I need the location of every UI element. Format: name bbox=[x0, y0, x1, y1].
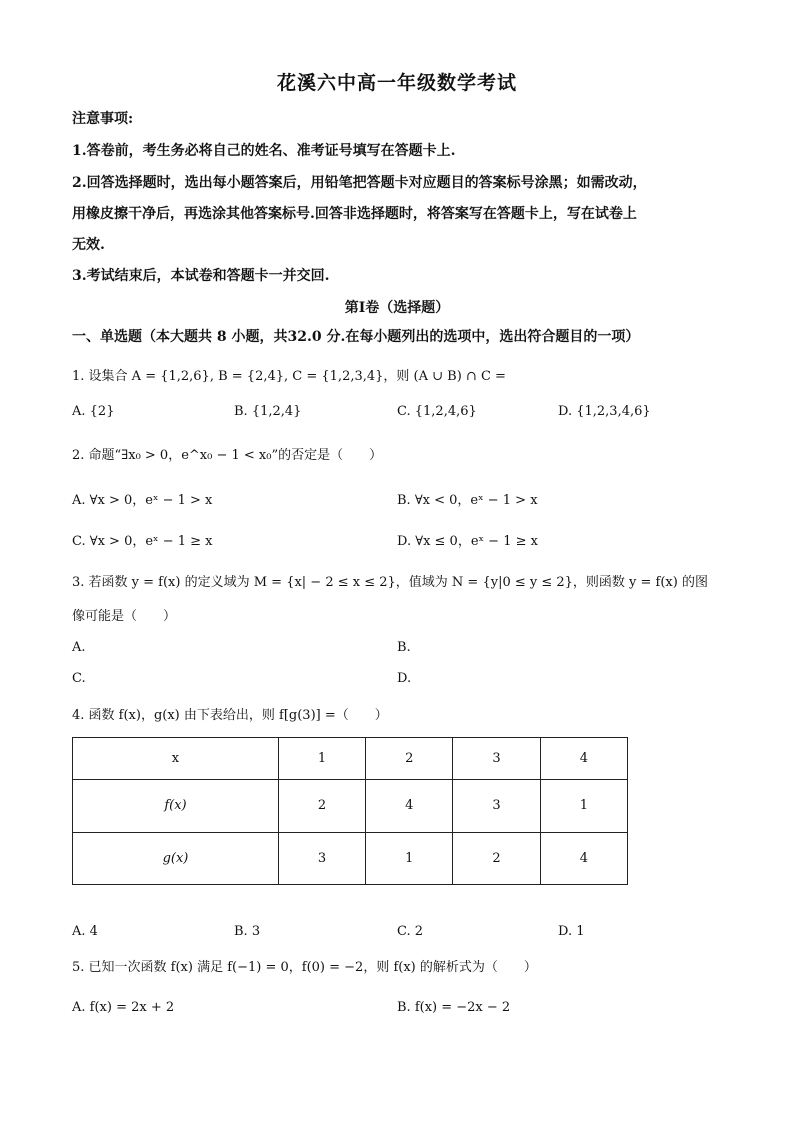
table-cell: 2 bbox=[366, 738, 453, 780]
section-heading: 一、单选题（本大题共 8 小题，共32.0 分.在每小题列出的选项中，选出符合题目的一项） bbox=[72, 329, 640, 345]
table-cell: 4 bbox=[540, 738, 627, 780]
question-5-stem: 5. 已知一次函数 f(x) 满足 f(−1) = 0，f(0) = −2，则 f(x) 的解析式为（ ） bbox=[72, 960, 537, 975]
question-5-option-b: B. f(x) = −2x − 2 bbox=[397, 1000, 511, 1015]
question-2-option-d: D. ∀x ≤ 0，eˣ − 1 ≥ x bbox=[397, 534, 538, 549]
table-cell: x bbox=[73, 738, 279, 780]
table-cell: 2 bbox=[278, 780, 365, 832]
question-2-option-b: B. ∀x < 0，eˣ − 1 > x bbox=[397, 493, 538, 508]
question-3-option-c: C. bbox=[72, 671, 86, 686]
table-cell: 1 bbox=[540, 780, 627, 832]
exam-title: 花溪六中高一年级数学考试 bbox=[276, 72, 517, 94]
table-cell: f(x) bbox=[73, 780, 279, 832]
table-header-row bbox=[73, 738, 628, 780]
note-item-3: 3.考试结束后，本试卷和答题卡一并交回. bbox=[72, 268, 330, 284]
question-1-option-b: B. {1,2,4} bbox=[234, 404, 302, 419]
table-cell: 3 bbox=[278, 832, 365, 884]
function-value-table bbox=[72, 737, 628, 885]
question-3-option-d: D. bbox=[397, 671, 412, 686]
question-2-option-c: C. ∀x > 0，eˣ − 1 ≥ x bbox=[72, 534, 213, 549]
question-5-option-a: A. f(x) = 2x + 2 bbox=[72, 1000, 175, 1015]
question-4-option-d: D. 1 bbox=[558, 924, 585, 939]
table-cell: g(x) bbox=[73, 832, 279, 884]
table-cell: 2 bbox=[453, 832, 540, 884]
notes-heading: 注意事项: bbox=[72, 111, 134, 127]
table-cell: 3 bbox=[453, 780, 540, 832]
question-4-option-b: B. 3 bbox=[234, 924, 261, 939]
question-4-option-a: A. 4 bbox=[72, 924, 98, 939]
note-item-2-line-3: 无效. bbox=[72, 237, 105, 253]
question-1-stem: 1. 设集合 A = {1,2,6}, B = {2,4}, C = {1,2,3,4}，则 (A ∪ B) ∩ C = bbox=[72, 369, 506, 384]
table-cell: 1 bbox=[366, 832, 453, 884]
note-item-2-line-1: 2.回答选择题时，选出每小题答案后，用铅笔把答题卡对应题目的答案标号涂黑；如需改动， bbox=[72, 175, 647, 191]
question-3-stem-line-2: 像可能是（ ） bbox=[72, 609, 177, 624]
question-1-option-c: C. {1,2,4,6} bbox=[397, 404, 477, 419]
question-2-stem: 2. 命题“∃x₀ > 0，e^x₀ − 1 < x₀”的否定是（ ） bbox=[72, 448, 383, 463]
table-cell: 4 bbox=[366, 780, 453, 832]
table-row-g bbox=[73, 832, 628, 884]
table-cell: 3 bbox=[453, 738, 540, 780]
question-4-stem: 4. 函数 f(x)，g(x) 由下表给出，则 f[g(3)] =（ ） bbox=[72, 708, 388, 723]
question-1-option-a: A. {2} bbox=[72, 404, 115, 419]
question-1-option-d: D. {1,2,3,4,6} bbox=[558, 404, 651, 419]
table-row-f bbox=[73, 780, 628, 832]
question-3-option-a: A. bbox=[72, 640, 86, 655]
question-4-option-c: C. 2 bbox=[397, 924, 424, 939]
note-item-1: 1.答卷前，考生务必将自己的姓名、准考证号填写在答题卡上. bbox=[72, 143, 456, 159]
note-item-2-line-2: 用橡皮擦干净后，再选涂其他答案标号.回答非选择题时，将答案写在答题卡上，写在试卷上 bbox=[72, 206, 637, 222]
question-3-stem-line-1: 3. 若函数 y = f(x) 的定义域为 M = {x| − 2 ≤ x ≤ 2}，值域为 N = {y|0 ≤ y ≤ 2}，则函数 y = f(x) 的图 bbox=[72, 575, 708, 590]
table-cell: 4 bbox=[540, 832, 627, 884]
question-3-option-b: B. bbox=[397, 640, 411, 655]
volume-heading: 第Ⅰ卷（选择题） bbox=[344, 300, 450, 316]
table-cell: 1 bbox=[278, 738, 365, 780]
question-2-option-a: A. ∀x > 0，eˣ − 1 > x bbox=[72, 493, 213, 508]
